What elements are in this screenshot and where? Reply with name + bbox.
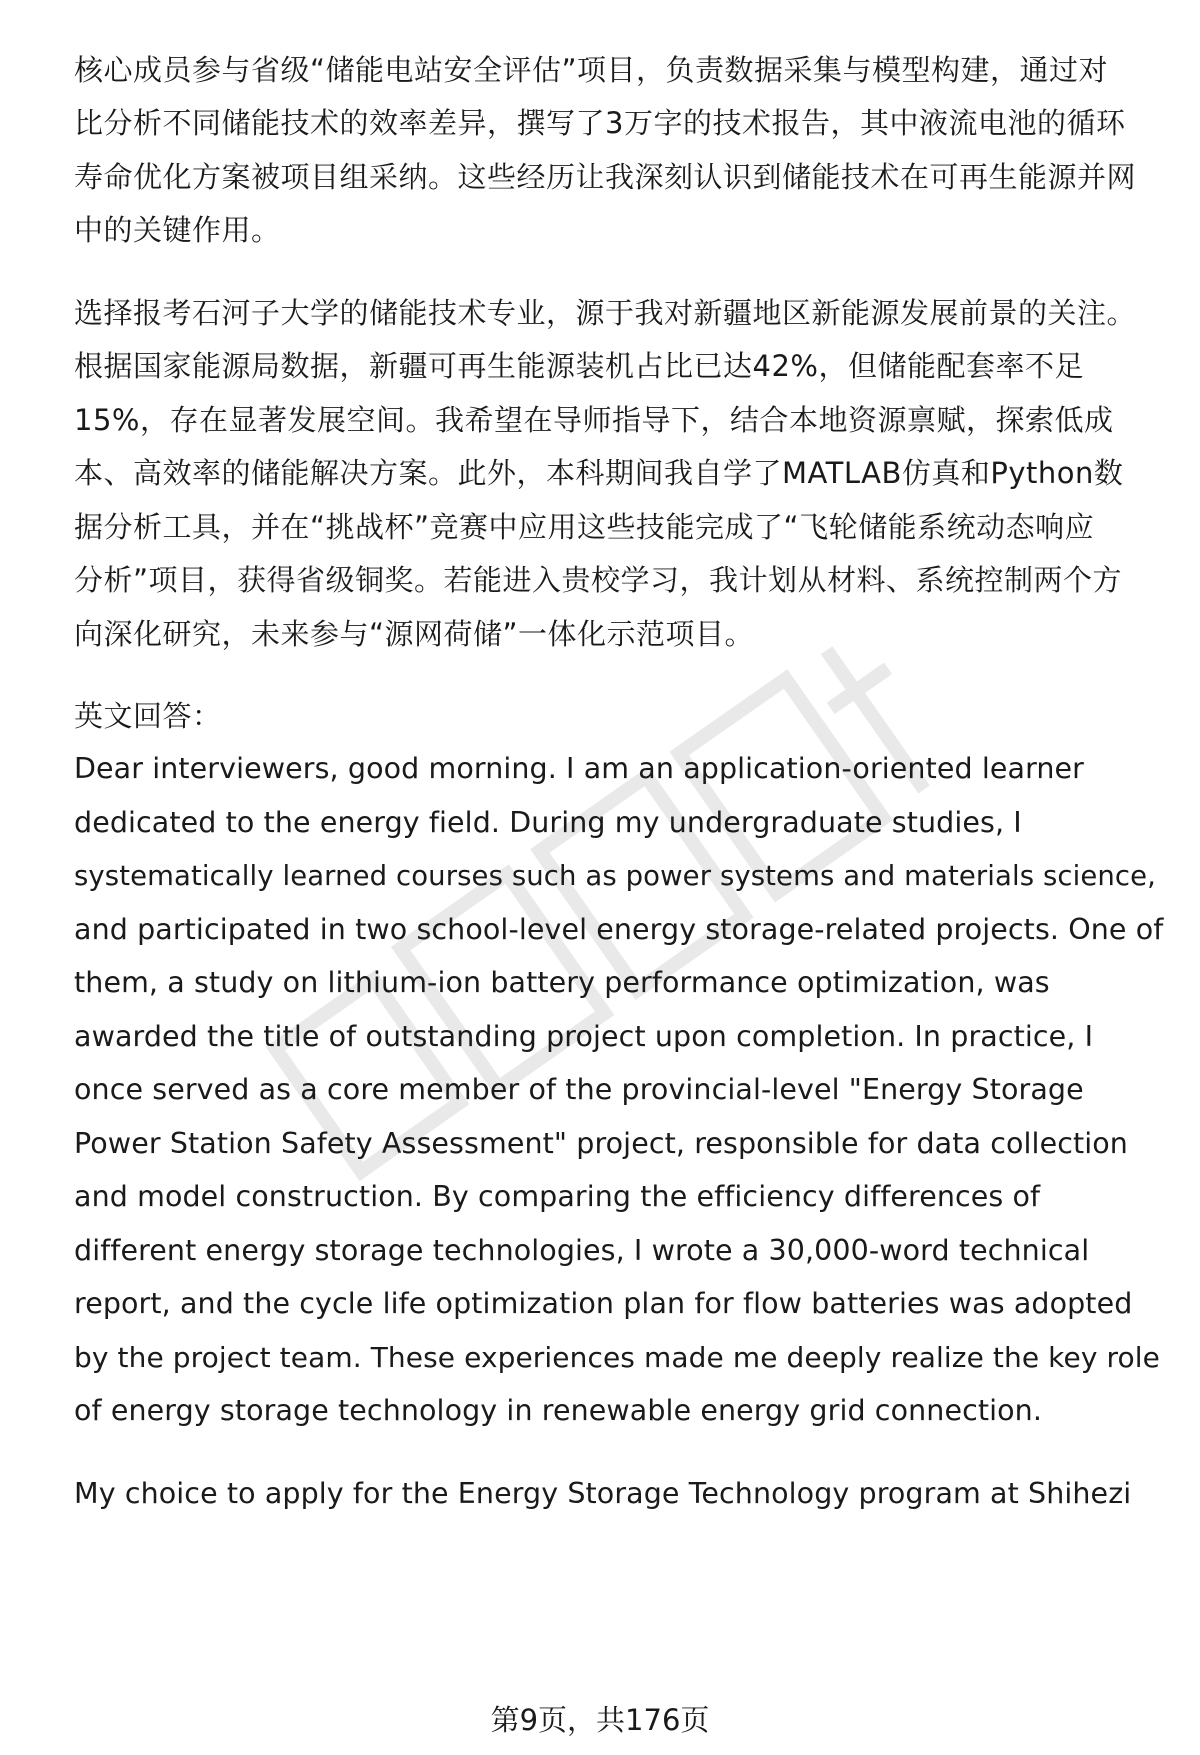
paragraph-0-line-1: 比分析不同储能技术的效率差异，撰写了3万字的技术报告，其中液流电池的循环 — [74, 106, 1126, 140]
paragraph-0-line-3: 中的关键作用。 — [74, 213, 281, 247]
paragraph-2-line-10: different energy storage technologies, I wrote a 30,000-word technical — [74, 1234, 1090, 1267]
paragraph-1-line-5: 分析”项目，获得省级铜奖。若能进入贵校学习，我计划从材料、系统控制两个方 — [74, 563, 1123, 597]
paragraph-1-line-0: 选择报考石河子大学的储能技术专业，源于我对新疆地区新能源发展前景的关注。 — [74, 296, 1137, 330]
paragraph-2-line-9: and model construction. By comparing the efficiency differences of — [74, 1180, 1041, 1213]
paragraph-1-line-3: 本、高效率的储能解决方案。此外，本科期间我自学了MATLAB仿真和Python数 — [74, 456, 1124, 490]
paragraph-3-line-0: My choice to apply for the Energy Storage Technology program at Shihezi — [74, 1477, 1132, 1510]
paragraph-2-line-4: and participated in two school-level energy storage-related projects. One of — [74, 913, 1164, 946]
paragraph-2-line-12: by the project team. These experiences made me deeply realize the key role — [74, 1341, 1160, 1374]
paragraph-1-line-4: 据分析工具，并在“挑战杯”竞赛中应用这些技能完成了“飞轮储能系统动态响应 — [74, 510, 1095, 544]
paragraph-2-line-13: of energy storage technology in renewable energy grid connection. — [74, 1394, 1042, 1427]
paragraph-2-line-0: 英文回答： — [74, 699, 222, 733]
paragraph-2-line-5: them, a study on lithium-ion battery performance optimization, was — [74, 966, 1050, 999]
paragraph-2-line-11: report, and the cycle life optimization plan for flow batteries was adopted — [74, 1287, 1133, 1320]
paragraph-2-line-3: systematically learned courses such as power systems and materials science, — [74, 860, 1156, 892]
paragraph-2-line-2: dedicated to the energy field. During my undergraduate studies, I — [74, 806, 1022, 839]
paragraph-1-line-1: 根据国家能源局数据，新疆可再生能源装机占比已达42%，但储能配套率不足 — [74, 349, 1084, 383]
paragraph-0-line-0: 核心成员参与省级“储能电站安全评估”项目，负责数据采集与模型构建，通过对 — [74, 53, 1109, 87]
paragraph-1-line-2: 15%，存在显著发展空间。我希望在导师指导下，结合本地资源禀赋，探索低成 — [74, 403, 1114, 437]
paragraph-2-line-1: Dear interviewers, good morning. I am an application-oriented learner — [74, 752, 1084, 785]
paragraph-2-line-6: awarded the title of outstanding project upon completion. In practice, I — [74, 1020, 1094, 1053]
paragraph-0-line-2: 寿命优化方案被项目组采纳。这些经历让我深刻认识到储能技术在可再生能源并网 — [74, 160, 1137, 194]
page-number: 第9页，共176页 — [490, 1703, 710, 1737]
paragraph-1-line-6: 向深化研究，未来参与“源网荷储”一体化示范项目。 — [74, 617, 755, 651]
paragraph-2-line-8: Power Station Safety Assessment" project, responsible for data collection — [74, 1127, 1128, 1160]
paragraph-2-line-7: once served as a core member of the provincial-level "Energy Storage — [74, 1073, 1084, 1106]
